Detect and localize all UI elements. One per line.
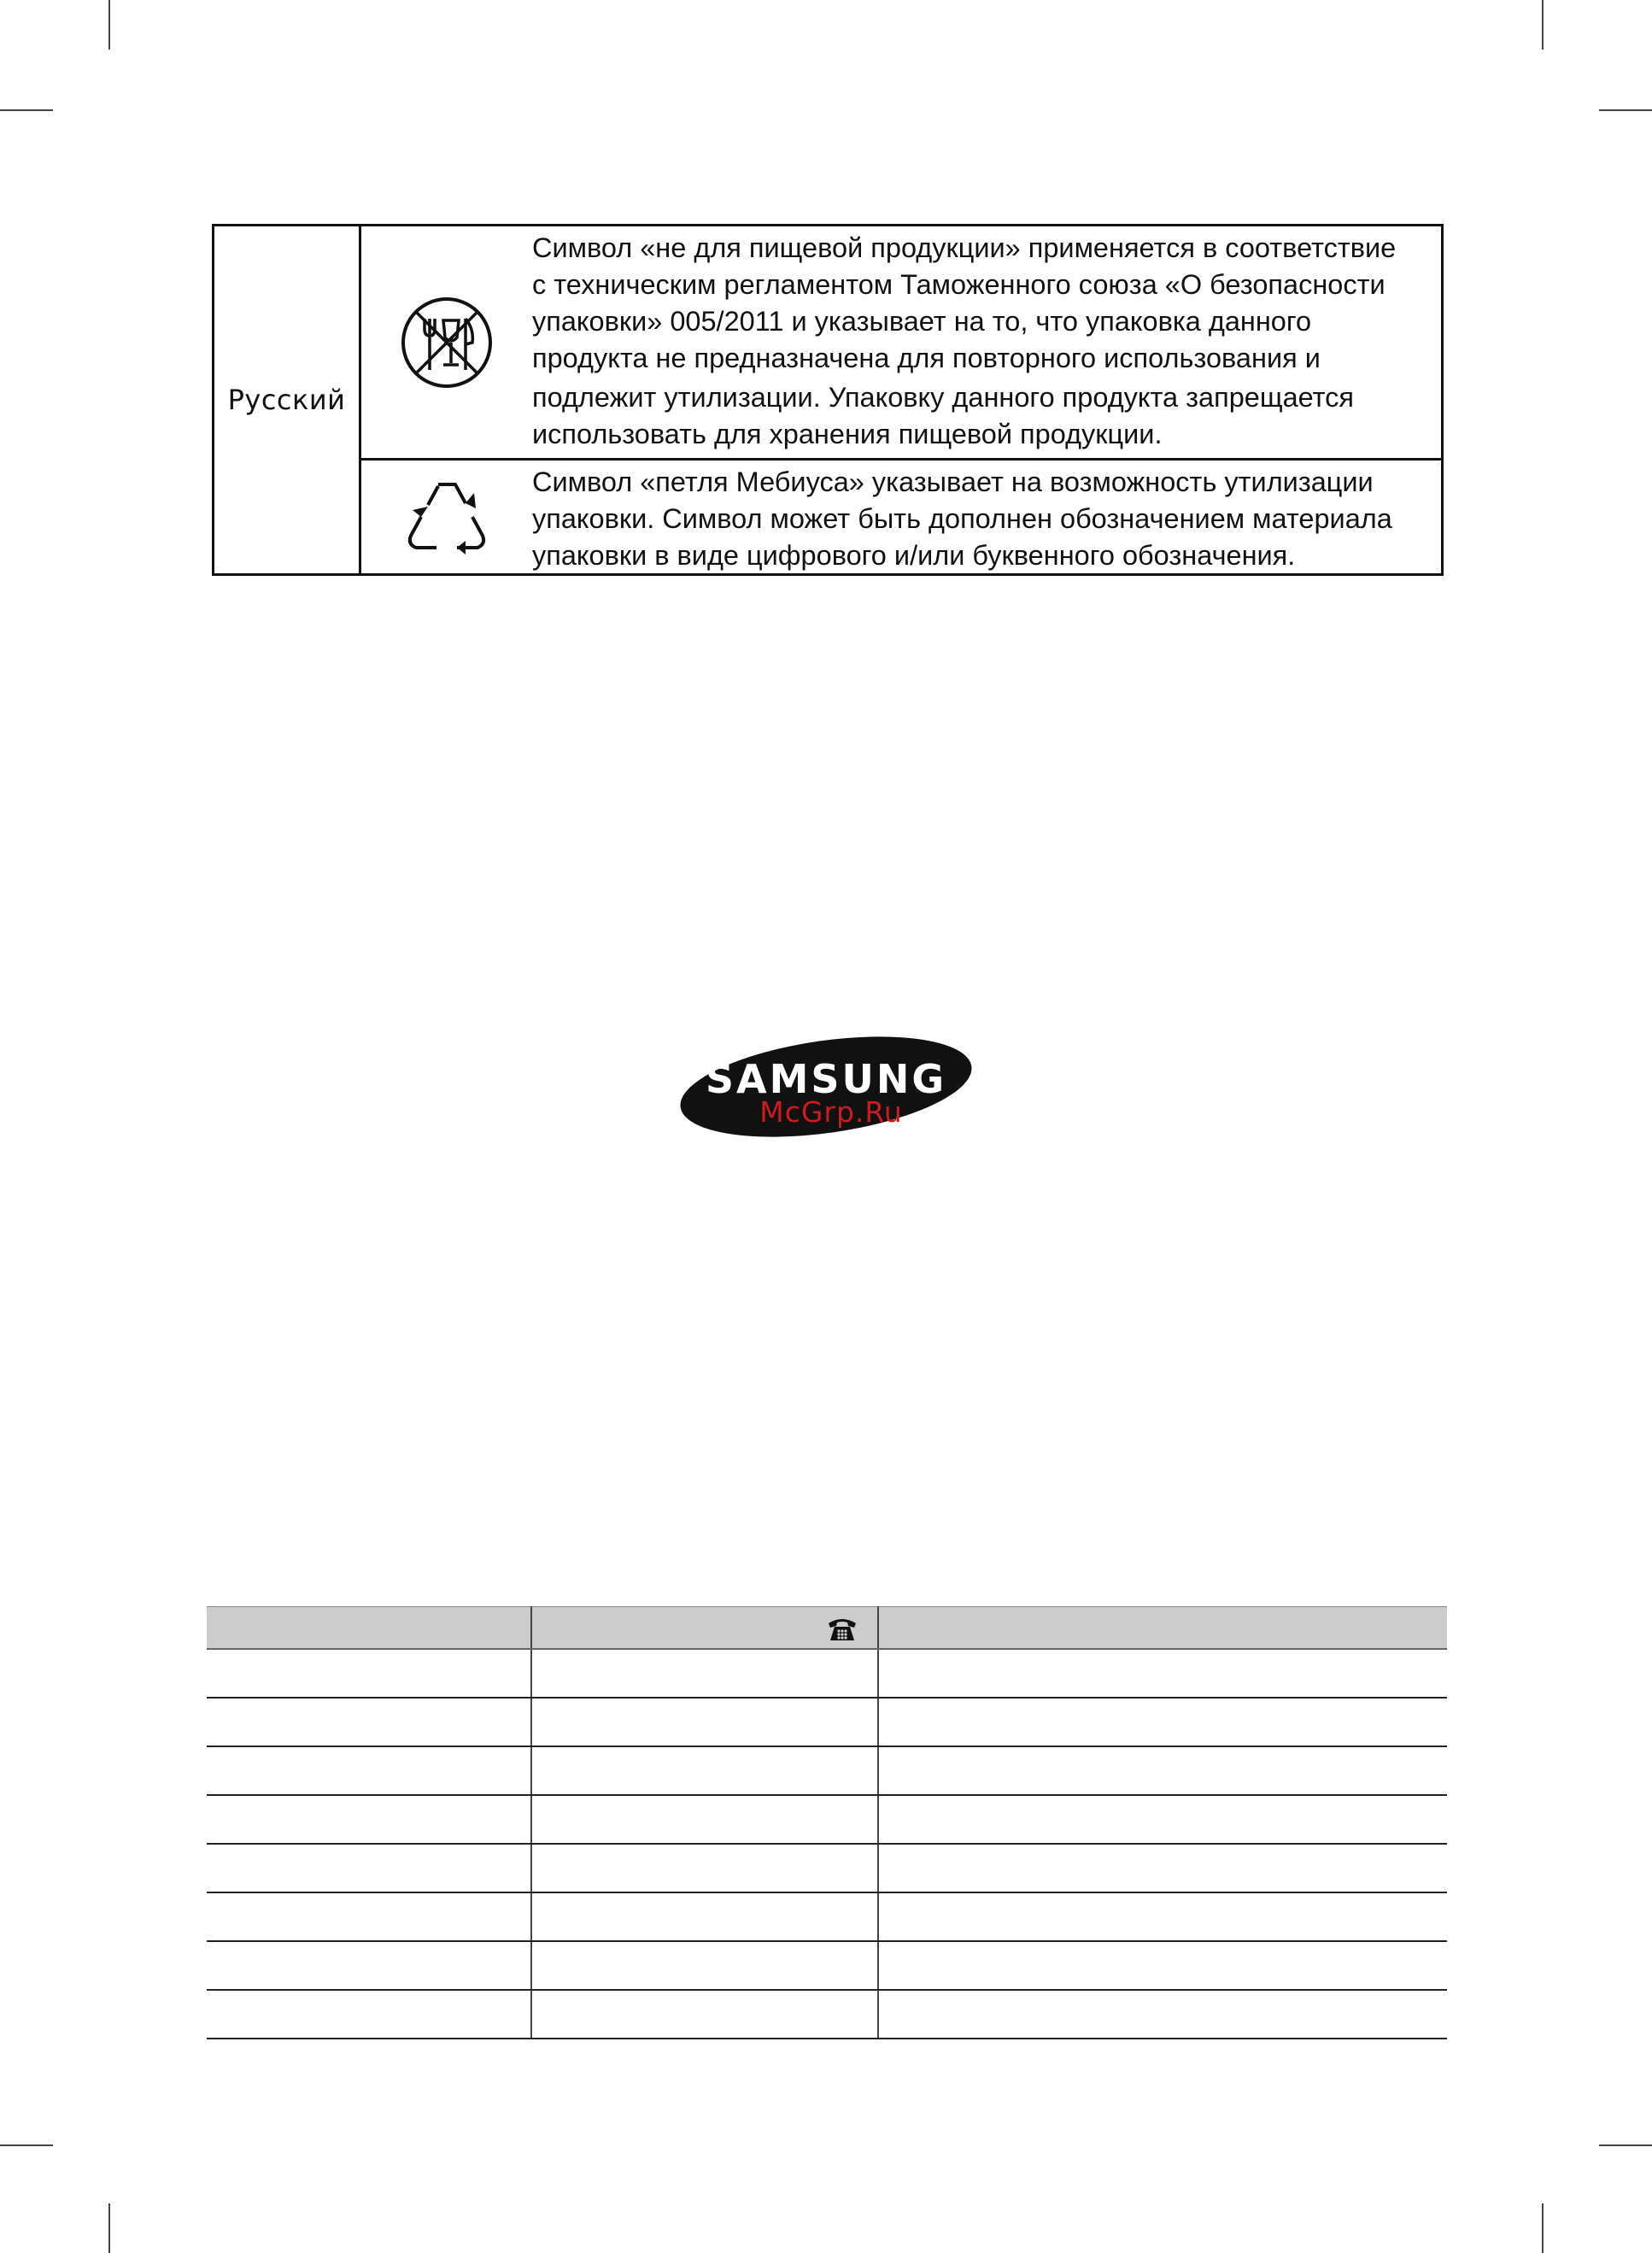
samsung-logo (677, 1029, 975, 1140)
contact-table (207, 1606, 1447, 2039)
description-line: упаковки» 005/2011 и указывает на то, что упаковка данного (532, 306, 1312, 337)
table-row (207, 1649, 1447, 1698)
table-cell (207, 1649, 531, 1698)
icon-cell (361, 461, 532, 573)
symbol-row-not-for-food (361, 226, 1441, 461)
table-cell (207, 1746, 531, 1795)
description-line: Символ «петля Мебиуса» указывает на возможность утилизации (532, 466, 1374, 497)
table-row (207, 1990, 1447, 2039)
table-cell (531, 1990, 878, 2039)
symbol-row-mobius-loop (361, 461, 1441, 573)
table-cell (531, 1795, 878, 1844)
table-cell (878, 1649, 1447, 1698)
description-line: упаковки. Символ может быть дополнен обозначением материала (532, 503, 1392, 534)
crop-mark (1599, 109, 1652, 111)
table-cell (878, 1892, 1447, 1941)
table-cell (207, 1892, 531, 1941)
table-cell (207, 1844, 531, 1892)
description-line: упаковки в виде цифрового и/или буквенного обозначения. (532, 540, 1296, 571)
table-row (207, 1941, 1447, 1990)
table-row (207, 1844, 1447, 1892)
description-line: с техническим регламентом Таможенного союза «О безопасности (532, 269, 1385, 300)
table-cell (878, 1746, 1447, 1795)
description-line: продукта не предназначена для повторного использования и (532, 343, 1321, 373)
table-cell (531, 1844, 878, 1892)
symbol-description (532, 464, 1432, 574)
description-line: Символ «не для пищевой продукции» применяется в соответствие (532, 232, 1397, 263)
mobius-loop-recycle-icon (399, 474, 495, 560)
table-cell (878, 1844, 1447, 1892)
table-cell (207, 1698, 531, 1746)
table-cell (531, 1698, 878, 1746)
crop-mark (0, 2144, 53, 2146)
icon-cell (361, 226, 532, 458)
contact-table-header (207, 1607, 1447, 1650)
table-row (207, 1795, 1447, 1844)
language-cell (214, 226, 361, 573)
table-cell (878, 1990, 1447, 2039)
description-line: использовать для хранения пищевой продукции. (532, 419, 1163, 449)
language-label: Русский (227, 384, 346, 416)
table-row (207, 1746, 1447, 1795)
header-cell (207, 1607, 531, 1650)
not-for-food-icon (399, 295, 495, 390)
table-cell (531, 1746, 878, 1795)
table-cell (207, 1990, 531, 2039)
table-cell (531, 1941, 878, 1990)
watermark-text: McGrp.Ru (759, 1095, 903, 1129)
description-line: подлежит утилизации. Упаковку данного продукта запрещается (532, 382, 1355, 413)
table-row (207, 1892, 1447, 1941)
header-cell-phone (531, 1607, 878, 1650)
table-cell (878, 1941, 1447, 1990)
table-cell (878, 1795, 1447, 1844)
table-cell (531, 1649, 878, 1698)
symbol-description (532, 230, 1432, 453)
table-cell (207, 1941, 531, 1990)
crop-mark (1542, 0, 1544, 50)
packaging-symbols-table (212, 224, 1444, 576)
table-cell (878, 1698, 1447, 1746)
header-cell (878, 1607, 1447, 1650)
table-row (207, 1698, 1447, 1746)
table-cell (531, 1892, 878, 1941)
crop-mark (108, 2203, 110, 2253)
crop-mark (0, 109, 53, 111)
brand-name: SAMSUNG (705, 1056, 947, 1102)
crop-mark (1542, 2203, 1544, 2253)
telephone-icon (826, 1615, 858, 1642)
crop-mark (108, 0, 110, 50)
table-cell (207, 1795, 531, 1844)
crop-mark (1599, 2144, 1652, 2146)
